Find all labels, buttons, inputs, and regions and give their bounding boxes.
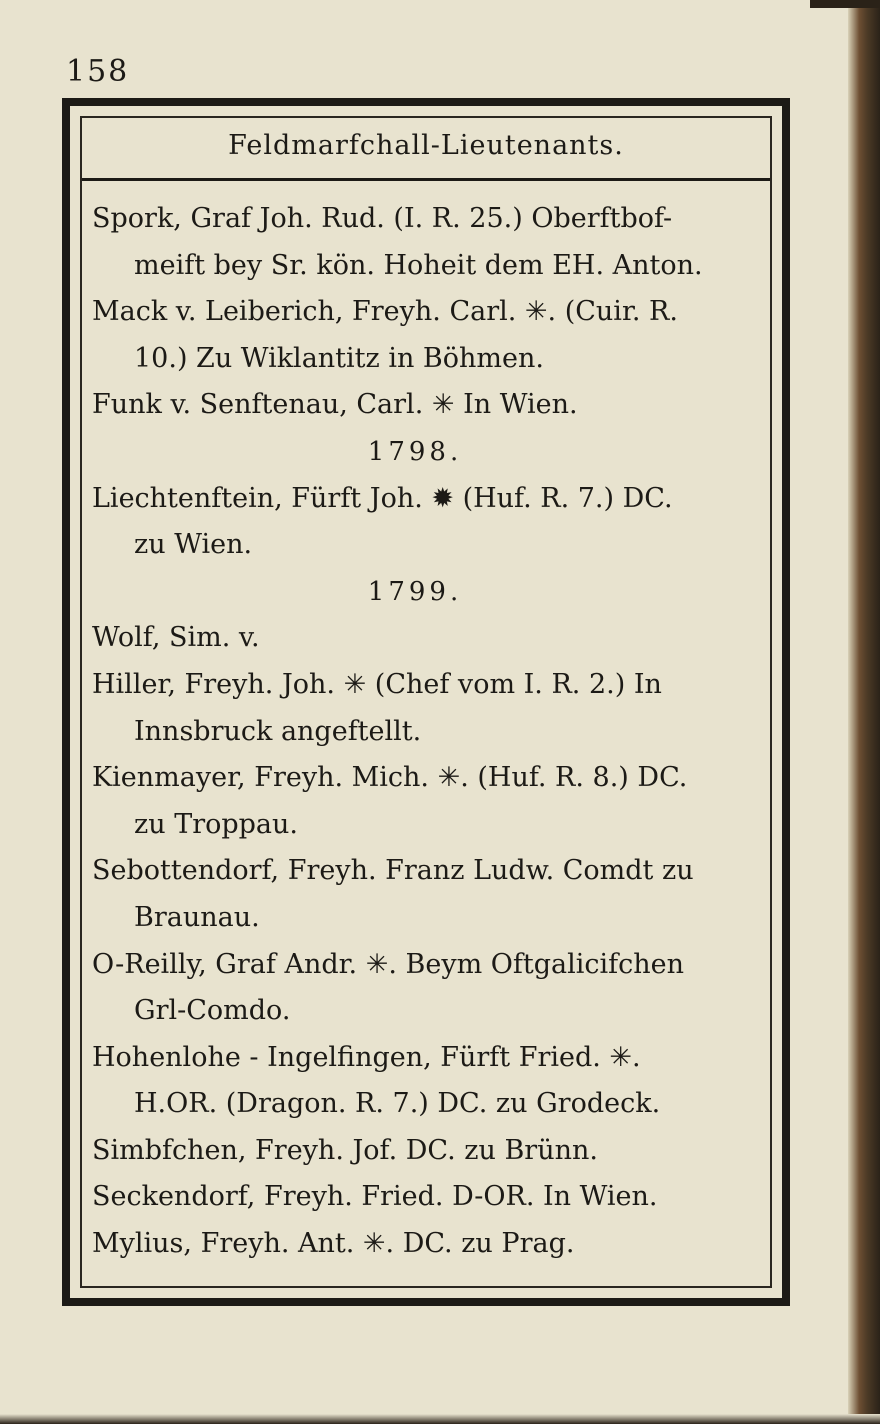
header-rule (82, 178, 770, 181)
entry-line: Kienmayer, Freyh. Mich. ✳. (Huf. R. 8.) DC. (92, 762, 688, 794)
entry-line: Braunau. (134, 901, 260, 933)
entry-line: Funk v. Senftenau, Carl. ✳ In Wien. (92, 389, 578, 421)
entry-line: Mack v. Leiberich, Freyh. Carl. ✳. (Cuir. R. (92, 296, 678, 328)
entry-line: Mylius, Freyh. Ant. ✳. DC. zu Prag. (92, 1228, 575, 1260)
entries-list (92, 196, 768, 1268)
entry-line: Innsbruck angeftellt. (134, 715, 422, 747)
entry-line: meift bey Sr. kön. Hoheit dem EH. Anton. (134, 249, 703, 281)
entry-line: Simbfchen, Freyh. Jof. DC. zu Brünn. (92, 1134, 598, 1166)
entry-line: 10.) Zu Wiklantitz in Böhmen. (134, 342, 544, 374)
entry-line: Sebottendorf, Freyh. Franz Ludw. Comdt zu (92, 855, 694, 887)
year-heading: 1798. (367, 436, 463, 467)
entry-line: Hohenlohe - Ingelfingen, Fürft Fried. ✳. (92, 1041, 641, 1073)
entry-line: Grl-Comdo. (134, 995, 291, 1027)
page-number: 158 (66, 54, 130, 89)
entry-line: Hiller, Freyh. Joh. ✳ (Chef vom I. R. 2.) In (92, 668, 662, 700)
entry-line: H.OR. (Dragon. R. 7.) DC. zu Grodeck. (134, 1088, 661, 1120)
entry-line: Wolf, Sim. v. (92, 622, 260, 654)
paper-edge-bottom (0, 1414, 880, 1424)
entry-line: Spork, Graf Joh. Rud. (I. R. 25.) Oberftbof- (92, 203, 673, 234)
entry-line: zu Troppau. (134, 808, 299, 840)
year-heading: 1799. (367, 576, 463, 607)
paper-edge-right (848, 0, 880, 1424)
entry-line: Seckendorf, Freyh. Fried. D-OR. In Wien. (92, 1181, 658, 1213)
section-title: Feldmarfchall-Lieutenants. (228, 130, 624, 161)
paper-edge-top (810, 0, 880, 8)
entry-line: Liechtenftein, Fürft Joh. ✹ (Huf. R. 7.) DC. (92, 482, 673, 514)
entry-line: O-Reilly, Graf Andr. ✳. Beym Oftgalicifchen (92, 948, 685, 980)
entry-line: zu Wien. (134, 529, 253, 561)
